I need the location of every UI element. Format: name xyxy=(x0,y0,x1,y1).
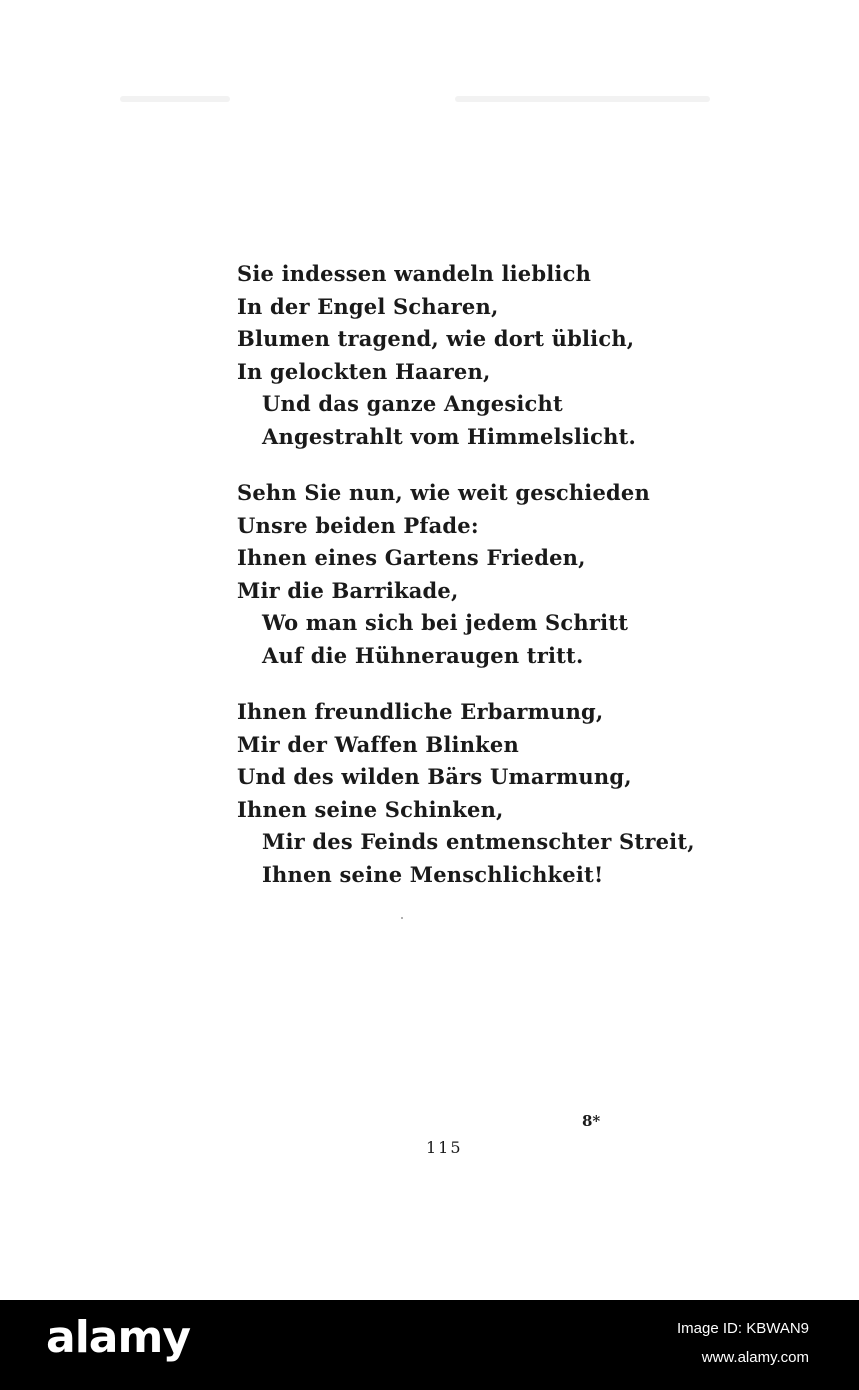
verse-line: Sehn Sie nun, wie weit geschieden xyxy=(237,480,650,505)
signature-mark: 8* xyxy=(582,1112,601,1130)
verse-line: In gelockten Haaren, xyxy=(237,358,491,384)
verse-line: Unsre beiden Pfade: xyxy=(237,512,479,538)
verse-line: Und des wilden Bärs Umarmung, xyxy=(237,764,632,789)
verse-line: Ihnen freundliche Erbarmung, xyxy=(237,699,604,724)
image-id: Image ID: KBWAN9 xyxy=(677,1320,809,1337)
verse-line: Blumen tragend, wie dort üblich, xyxy=(237,326,635,351)
watermark-footer xyxy=(0,1300,859,1390)
verse-line: Wo man sich bei jedem Schritt xyxy=(262,610,629,635)
verse-line: Mir die Barrikade, xyxy=(237,577,459,603)
ink-speck xyxy=(401,917,403,919)
verse-line: Und das ganze Angesicht xyxy=(262,391,563,416)
poem xyxy=(237,258,695,915)
stanza-1 xyxy=(237,258,657,453)
page-number: 115 xyxy=(426,1138,463,1157)
verse-line: Ihnen eines Gartens Frieden, xyxy=(237,545,586,570)
verse-line: Angestrahlt vom Himmelslicht. xyxy=(262,423,637,449)
verse-line: Auf die Hühneraugen tritt. xyxy=(262,642,584,668)
stanza-3 xyxy=(237,696,695,891)
scan-artifact xyxy=(455,96,710,102)
verse-line: In der Engel Scharen, xyxy=(237,293,499,319)
verse-line: Ihnen seine Schinken, xyxy=(237,796,504,822)
verse-line: Sie indessen wandeln lieblich xyxy=(237,261,592,286)
stanza-2 xyxy=(237,477,657,672)
verse-line: Mir der Waffen Blinken xyxy=(237,731,519,757)
site-url: www.alamy.com xyxy=(701,1349,809,1366)
brand-logo: alamy xyxy=(46,1312,190,1363)
verse-line: Mir des Feinds entmenschter Streit, xyxy=(262,829,695,854)
scan-artifact xyxy=(120,96,230,102)
verse-line: Ihnen seine Menschlichkeit! xyxy=(262,861,604,887)
